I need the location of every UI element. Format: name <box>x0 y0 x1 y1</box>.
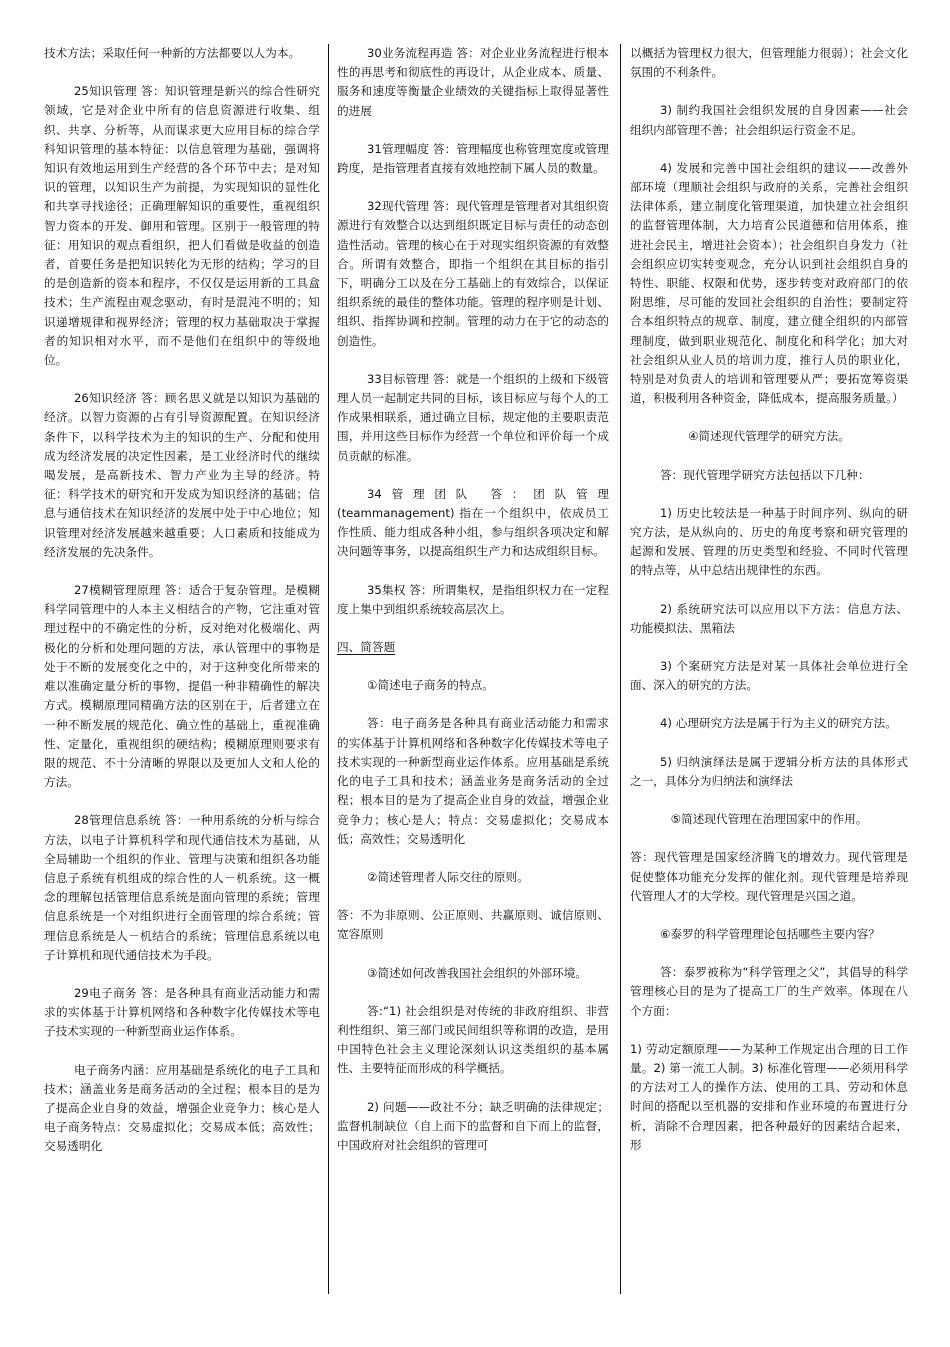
question-4: ④简述现代管理学的研究方法。 <box>688 429 850 444</box>
term-35-centralization: 35集权 答：所谓集权，是指组织权力在一定程度上集中到组织系统较高层次上。 <box>337 582 609 616</box>
method-5-induction-deduction: 5) 归纳演绎法是属于逻辑分析方法的具体形式之一，具体分为归纳法和演绎法 <box>630 754 908 788</box>
method-2-system-research: 2) 系统研究法可以应用以下方法：信息方法、功能模拟法、黑箱法 <box>630 601 908 635</box>
question-3: ③简述如何改善我国社会组织的外部环境。 <box>367 965 588 980</box>
method-4-psychological-research: 4) 心理研究方法是属于行为主义的研究方法。 <box>660 716 897 731</box>
answer-2: 答：不为非原则、公正原则、共赢原则、诚信原则、宽容原则 <box>337 908 609 942</box>
answer-3-part-2: 2) 问题——政社不分；缺乏明确的法律规定；监督机制缺位（自上而下的监督和自下而上的监督，中国政府对社会组织的管理可 <box>337 1099 609 1152</box>
answer-6-points: 1) 劳动定额原理——为某种工作规定出合理的日工作量。2) 第一流工人制。3) 标准化管理——必须用科学的方法对工人的操作方法、使用的工具、劳动和休息时间的搭配以至机器的安排和作业环境的布置进行分析，消除不合理因素，把各种最好的因素结合起来，形 <box>630 1041 908 1152</box>
term-26-knowledge-economy: 26知识经济 答：顾名思义就是以知识为基础的经济。以智力资源的占有引导资源配置。在知识经济条件下，以科学技术为主的知识的生产、分配和使用成为经济发展的决定性因素，是工业经济时代的继续喝发展，是高新技术、智力产业为主导的经济。特征：科学技术的研究和开发成为知识经济的基础；信息与通信技术在知识经济的发展中处于中心地位；知识管理对经济发展越来越重要；人口素质和技能成为经济发展的先决条件。 <box>44 391 320 559</box>
column-divider-right <box>620 44 621 1294</box>
question-5: ⑤简述现代管理在治理国家中的作用。 <box>670 812 868 827</box>
term-27-fuzzy-management: 27模糊管理原理 答：适合于复杂管理。是模糊科学同管理中的人本主义相结合的产物，它注重对管理过程中的不确定性的分析，反对绝对化极端化、两极化的分析和处理问题的方法，承认管理中的事物是处于不断的发展变化之中的，对于这种变化所带来的难以准确定量分析的事物，提倡一种非精确性的解决方式。模糊原理同精确方法的区别在于，后者建立在一种不断发展的规范化、确立性的基础上，重视准确性、定量化，重视组织的硬结构；模糊原理则要求有限的规范、不十分清晰的界限以及更加人文和人伦的方法。 <box>44 583 320 790</box>
answer-3-point-3: 3) 制约我国社会组织发展的自身因素——社会组织内部管理不善；社会组织运行资金不足。 <box>630 103 908 137</box>
term-29-e-commerce: 29电子商务 答：是各种具有商业活动能力和需求的实体基于计算机网络和各种数字化传媒技术等电子技术实现的一种新型商业运作体系。 <box>44 985 320 1039</box>
term-30-business-process-reengineering: 30业务流程再造 答：对企业业务流程进行根本性的再思考和彻底性的再设计，从企业成本、质量、服务和速度等衡量企业绩效的关键指标上取得显著性的进展 <box>337 46 609 118</box>
answer-5: 答：现代管理是国家经济腾飞的增效力。现代管理是促使整体功能充分发挥的催化剂。现代管理是培养现代管理人才的大学校。现代管理是兴国之道。 <box>630 850 908 903</box>
answer-3-continued: 以概括为管理权力很大，但管理能力很弱）；社会文化氛围的不利条件。 <box>630 46 908 80</box>
answer-3-point-4: 4) 发展和完善中国社会组织的建议——改善外部环境（理顺社会组织与政府的关系，完善社会组织法律体系，建立制度化管理渠道，加快建立社会组织的监督管理体制，大力培育公民道德和信用体系，推进社会民主，增进社会资本）；社会组织自身发力（社会组织应切实转变观念，充分认识到社会组织自身的特性、职能、权限和优势，逐步转变对政府部门的依附思维，尽可能的发回社会组织的自治性；要制定符合本组织特点的规章、制度，建立健全组织的内部管理制度，做到职业规范化、制度化和科学化；加大对社会组织从业人员的培训力度，推行人员的职业化，特别是对负责人的培训和管理要从严；要拓宽筹资渠道，积极利用各种资金，降低成本，提高服务质量。） <box>630 160 908 406</box>
column-middle <box>337 44 609 1334</box>
term-33-management-by-objectives: 33目标管理 答：就是一个组织的上级和下级管理人员一起制定共同的目标，该目标应与每个人的工作成果相联系，通过确立目标，规定他的主要职责范围，并用这些目标作为经营一个单位和评价每一个成员贡献的标准。 <box>337 371 609 463</box>
term-32-modern-management: 32现代管理 答：现代管理是管理者对其组织资源进行有效整合以达到组织既定目标与责任的动态创造性活动。管理的核心在于对现实组织资源的有效整合。所谓有效整合，即指一个组织在其目标的指引下，明确分工以及在分工基础上的有效综合，以保证组织系统的最佳的整体功能。管理的程序则是计划、组织、指挥协调和控制。管理的动力在于它的动态的创造性。 <box>337 199 609 348</box>
answer-4-intro: 答：现代管理学研究方法包括以下几种： <box>660 467 870 482</box>
answer-6-intro: 答：泰罗被称为“科学管理之父”，其倡导的科学管理核心目的是为了提高工厂的生产效率。体现在八个方面： <box>630 965 908 1018</box>
column-right <box>630 44 908 1334</box>
term-29-e-commerce-connotation: 电子商务内涵：应用基础是系统化的电子工具和技术；涵盖业务是商务活动的全过程；根本目的是为了提高企业自身的效益，增强企业竞争力；核心是人电子商务特点：交易虚拟化；交易成本低；高效性；交易透明化 <box>44 1062 320 1154</box>
question-6: ⑥泰罗的科学管理理论包括哪些主要内容？ <box>660 926 881 941</box>
section-heading-short-answer: 四、简答题 <box>337 640 396 655</box>
answer-1: 答：电子商务是各种具有商业活动能力和需求的实体基于计算机网络和各种数字化传媒技术等电子技术实现的一种新型商业运作体系。应用基础是系统化的电子工具和技术；涵盖业务是商务活动的全过程；根本目的是为了提高企业自身的效益，增强企业竞争力；核心是人；特点：交易虚拟化；交易成本低；高效性；交易透明化 <box>337 716 609 846</box>
question-2: ②简述管理者人际交往的原则。 <box>367 869 529 884</box>
column-divider-left <box>328 44 329 1294</box>
method-3-case-study: 3) 个案研究方法是对某一具体社会单位进行全面、深入的研究的方法。 <box>630 659 908 693</box>
method-1-historical-comparison: 1) 历史比较法是一种基于时间序列、纵向的研究方法，是从纵向的、历史的角度考察和研究管理的起源和发展、管理的历史类型和经验、不同时代管理的特点等，从中总结出规律性的东西。 <box>630 505 908 578</box>
answer-3-part-1: 答:“1) 社会组织是对传统的非政府组织、非营利性组织、第三部门或民间组织等称谓的改造，是用中国特色社会主义理论深刻认识这类组织的基本属性、主要特征而形成的科学概括。 <box>337 1003 609 1076</box>
column-left <box>44 44 320 1334</box>
term-34-management-team: 34管理团队 答：团队管理(teammanagement) 指在一个组织中，依成员工作性质、能力组成各种小组，参与组织各项决定和解决问题等事务，以提高组织生产力和达成组织目标。 <box>337 486 609 559</box>
term-28-management-information-system: 28管理信息系统 答：一种用系统的分析与综合方法，以电子计算机科学和现代通信技术为基础，从全局辅助一个组织的作业、管理与决策和组织各功能信息子系统有机组成的综合性的人－机系统。这一概念的理解包括管理信息系统是面向管理的系统；管理信息系统是一个对组织进行全面管理的综合系统；管理信息系统是人－机结合的系统；管理信息系统以电子计算机和现代通信技术为手段。 <box>44 813 320 962</box>
term-25-knowledge-management: 25知识管理 答：知识管理是新兴的综合性研究领域，它是对企业中所有的信息资源进行收集、组织、共享、分析等，从而谋求更大应用目标的综合学科知识管理的基本特征：以信息管理为基础，强调将知识有效地运用到生产经营的各个环节中去；是对知识的管理，以知识生产为前提，为实现知识的显性化和共享寻找途径；正确理解知识的重要性，重视组织智力资本的开发、御用和管理。区别于一般管理的特征：用知识的观点看组织，把人们看做是收益的创造者，首要任务是把知识转化为无形的结构；学习的目的是创造新的资本和程序，不仅仅是运用新的工具盒技术；生产流程由观念驱动，有时是混沌不明的；知识递增规律和视界经济；管理的权力基础取决于掌握者的知识相对水平，而不是他们在组织中的等级地位。 <box>44 84 320 368</box>
term-31-span-of-control: 31管理幅度 答：管理幅度也称管理宽度或管理跨度，是指管理者直接有效地控制下属人员的数量。 <box>337 141 609 176</box>
question-1: ①简述电子商务的特点。 <box>367 678 494 693</box>
paragraph-continued: 技术方法；采取任何一种新的方法都要以人为本。 <box>44 46 301 60</box>
